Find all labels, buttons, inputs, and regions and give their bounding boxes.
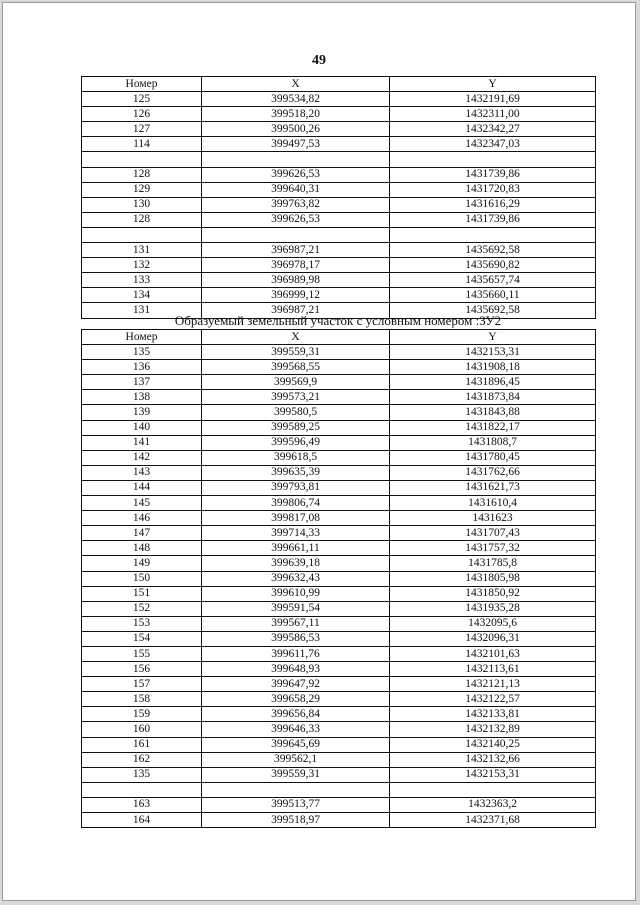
cell-x: 399648,93: [202, 662, 390, 677]
table-row: [82, 571, 596, 586]
cell-y: 1435692,58: [390, 243, 596, 258]
cell-x: 399518,97: [202, 813, 390, 828]
cell-number: 154: [82, 631, 202, 646]
cell-x: 399513,77: [202, 797, 390, 812]
cell-number: 126: [82, 107, 202, 122]
cell-number: 162: [82, 752, 202, 767]
cell-x: 399656,84: [202, 707, 390, 722]
cell-x: 399714,33: [202, 526, 390, 541]
cell-number: 152: [82, 601, 202, 616]
document-page: [2, 2, 636, 901]
cell-y: 1435692,58: [390, 303, 596, 318]
cell-number: 153: [82, 616, 202, 631]
cell-number: 133: [82, 273, 202, 288]
cell-y: [390, 152, 596, 167]
cell-y: 1432113,61: [390, 662, 596, 677]
table-header-row: [82, 77, 596, 92]
page-number: 49: [312, 53, 326, 68]
table-row: [82, 631, 596, 646]
cell-y: 1431739,86: [390, 212, 596, 227]
cell-y: 1432132,89: [390, 722, 596, 737]
cell-number: 157: [82, 677, 202, 692]
table-row: [82, 646, 596, 661]
table-row: [82, 782, 596, 797]
header-x: X: [202, 77, 390, 92]
cell-y: 1432347,03: [390, 137, 596, 152]
cell-x: 396987,21: [202, 243, 390, 258]
cell-x: 399632,43: [202, 571, 390, 586]
cell-x: 399763,82: [202, 197, 390, 212]
cell-number: 150: [82, 571, 202, 586]
cell-y: 1431935,28: [390, 601, 596, 616]
cell-y: 1432153,31: [390, 345, 596, 360]
table-row: [82, 435, 596, 450]
table-row: [82, 616, 596, 631]
cell-y: 1431805,98: [390, 571, 596, 586]
cell-number: 158: [82, 692, 202, 707]
cell-y: 1432133,81: [390, 707, 596, 722]
cell-x: 399645,69: [202, 737, 390, 752]
cell-x: 399647,92: [202, 677, 390, 692]
table-row: [82, 360, 596, 375]
cell-number: [82, 782, 202, 797]
cell-number: 143: [82, 465, 202, 480]
cell-y: 1432153,31: [390, 767, 596, 782]
cell-y: 1431850,92: [390, 586, 596, 601]
table-row: [82, 390, 596, 405]
cell-number: 155: [82, 646, 202, 661]
cell-number: 156: [82, 662, 202, 677]
cell-y: [390, 227, 596, 242]
cell-x: 399568,55: [202, 360, 390, 375]
table-row: [82, 450, 596, 465]
cell-y: 1431780,45: [390, 450, 596, 465]
cell-x: 399626,53: [202, 212, 390, 227]
table-row: [82, 107, 596, 122]
cell-y: 1432191,69: [390, 92, 596, 107]
table-row: [82, 677, 596, 692]
cell-number: [82, 227, 202, 242]
table-row: [82, 465, 596, 480]
table-row: [82, 182, 596, 197]
cell-y: 1431873,84: [390, 390, 596, 405]
cell-x: 399793,81: [202, 480, 390, 495]
cell-number: 145: [82, 496, 202, 511]
cell-y: 1431720,83: [390, 182, 596, 197]
cell-number: 135: [82, 767, 202, 782]
cell-number: 130: [82, 197, 202, 212]
table-row: [82, 243, 596, 258]
table-row: [82, 420, 596, 435]
cell-number: 138: [82, 390, 202, 405]
table-row: [82, 167, 596, 182]
table-row: [82, 556, 596, 571]
cell-number: 151: [82, 586, 202, 601]
cell-y: 1431616,29: [390, 197, 596, 212]
cell-y: 1431623: [390, 511, 596, 526]
cell-x: 399611,76: [202, 646, 390, 661]
cell-y: 1432363,2: [390, 797, 596, 812]
cell-y: 1435690,82: [390, 258, 596, 273]
header-y: Y: [390, 77, 596, 92]
cell-y: 1435657,74: [390, 273, 596, 288]
cell-number: 161: [82, 737, 202, 752]
table-row: [82, 212, 596, 227]
cell-x: 399806,74: [202, 496, 390, 511]
table-row: [82, 375, 596, 390]
cell-x: 399559,31: [202, 767, 390, 782]
cell-number: 136: [82, 360, 202, 375]
cell-number: 148: [82, 541, 202, 556]
cell-y: 1431739,86: [390, 167, 596, 182]
cell-y: 1431822,17: [390, 420, 596, 435]
coordinates-table-2: [81, 329, 596, 828]
cell-y: 1431785,8: [390, 556, 596, 571]
cell-number: 128: [82, 167, 202, 182]
cell-y: 1432095,6: [390, 616, 596, 631]
cell-number: 140: [82, 420, 202, 435]
table-row: [82, 405, 596, 420]
cell-y: 1431707,43: [390, 526, 596, 541]
table-row: [82, 258, 596, 273]
cell-y: 1431843,88: [390, 405, 596, 420]
cell-x: 399567,11: [202, 616, 390, 631]
cell-x: 399591,54: [202, 601, 390, 616]
cell-x: 399626,53: [202, 167, 390, 182]
cell-x: 399534,82: [202, 92, 390, 107]
table-row: [82, 662, 596, 677]
header-x: X: [202, 330, 390, 345]
cell-number: 125: [82, 92, 202, 107]
cell-number: 137: [82, 375, 202, 390]
cell-y: 1431908,18: [390, 360, 596, 375]
cell-x: 399639,18: [202, 556, 390, 571]
cell-x: [202, 782, 390, 797]
cell-x: 399618,5: [202, 450, 390, 465]
cell-x: 399817,08: [202, 511, 390, 526]
cell-y: 1431762,66: [390, 465, 596, 480]
cell-y: 1432121,13: [390, 677, 596, 692]
cell-y: 1431610,4: [390, 496, 596, 511]
table-row: [82, 480, 596, 495]
cell-x: 399559,31: [202, 345, 390, 360]
table-row: [82, 813, 596, 828]
cell-y: 1432371,68: [390, 813, 596, 828]
cell-number: 135: [82, 345, 202, 360]
cell-y: 1432096,31: [390, 631, 596, 646]
cell-y: 1431808,7: [390, 435, 596, 450]
cell-x: 399658,29: [202, 692, 390, 707]
cell-number: 132: [82, 258, 202, 273]
table-row: [82, 273, 596, 288]
cell-number: 163: [82, 797, 202, 812]
table-row: [82, 797, 596, 812]
cell-number: 159: [82, 707, 202, 722]
cell-number: 164: [82, 813, 202, 828]
cell-x: 399646,33: [202, 722, 390, 737]
cell-x: 399580,5: [202, 405, 390, 420]
cell-number: 149: [82, 556, 202, 571]
cell-number: 131: [82, 303, 202, 318]
cell-x: 399635,39: [202, 465, 390, 480]
header-y: Y: [390, 330, 596, 345]
cell-number: 114: [82, 137, 202, 152]
cell-x: 399661,11: [202, 541, 390, 556]
section-caption: Образуемый земельный участок с условным номером :ЗУ2: [174, 313, 502, 328]
cell-x: 399562,1: [202, 752, 390, 767]
table-row: [82, 288, 596, 303]
cell-x: [202, 152, 390, 167]
cell-x: [202, 227, 390, 242]
cell-y: 1432132,66: [390, 752, 596, 767]
table-header-row: [82, 330, 596, 345]
table-row: [82, 122, 596, 137]
table-row: [82, 692, 596, 707]
cell-y: 1432342,27: [390, 122, 596, 137]
cell-x: 399589,25: [202, 420, 390, 435]
cell-number: 160: [82, 722, 202, 737]
header-number: Номер: [82, 77, 202, 92]
cell-x: 396989,98: [202, 273, 390, 288]
table-row: [82, 197, 596, 212]
table-row: [82, 767, 596, 782]
cell-x: 399610,99: [202, 586, 390, 601]
table-row: [82, 345, 596, 360]
cell-y: [390, 782, 596, 797]
table-row: [82, 227, 596, 242]
cell-number: 147: [82, 526, 202, 541]
cell-number: [82, 152, 202, 167]
cell-number: 131: [82, 243, 202, 258]
coordinates-table-1: [81, 76, 596, 319]
cell-y: 1432101,63: [390, 646, 596, 661]
cell-x: 399518,20: [202, 107, 390, 122]
header-number: Номер: [82, 330, 202, 345]
cell-x: 399586,53: [202, 631, 390, 646]
cell-x: 399640,31: [202, 182, 390, 197]
cell-x: 396987,21: [202, 303, 390, 318]
table-row: [82, 601, 596, 616]
cell-y: 1432140,25: [390, 737, 596, 752]
cell-number: 139: [82, 405, 202, 420]
cell-y: 1431757,32: [390, 541, 596, 556]
cell-y: 1431621,73: [390, 480, 596, 495]
cell-number: 141: [82, 435, 202, 450]
cell-y: 1432122,57: [390, 692, 596, 707]
table-row: [82, 541, 596, 556]
cell-y: 1431896,45: [390, 375, 596, 390]
table-row: [82, 137, 596, 152]
table-row: [82, 722, 596, 737]
cell-x: 396978,17: [202, 258, 390, 273]
table-row: [82, 752, 596, 767]
cell-number: 146: [82, 511, 202, 526]
cell-y: 1432311,00: [390, 107, 596, 122]
cell-number: 127: [82, 122, 202, 137]
table-row: [82, 92, 596, 107]
cell-x: 399573,21: [202, 390, 390, 405]
cell-number: 144: [82, 480, 202, 495]
cell-x: 399500,26: [202, 122, 390, 137]
cell-y: 1435660,11: [390, 288, 596, 303]
table-row: [82, 707, 596, 722]
table-row: [82, 152, 596, 167]
table-row: [82, 586, 596, 601]
cell-x: 399569,9: [202, 375, 390, 390]
table-row: [82, 737, 596, 752]
cell-number: 134: [82, 288, 202, 303]
cell-number: 142: [82, 450, 202, 465]
table-row: [82, 526, 596, 541]
table-row: [82, 511, 596, 526]
cell-x: 399497,53: [202, 137, 390, 152]
cell-x: 399596,49: [202, 435, 390, 450]
table-row: [82, 496, 596, 511]
cell-number: 129: [82, 182, 202, 197]
cell-number: 128: [82, 212, 202, 227]
cell-x: 396999,12: [202, 288, 390, 303]
